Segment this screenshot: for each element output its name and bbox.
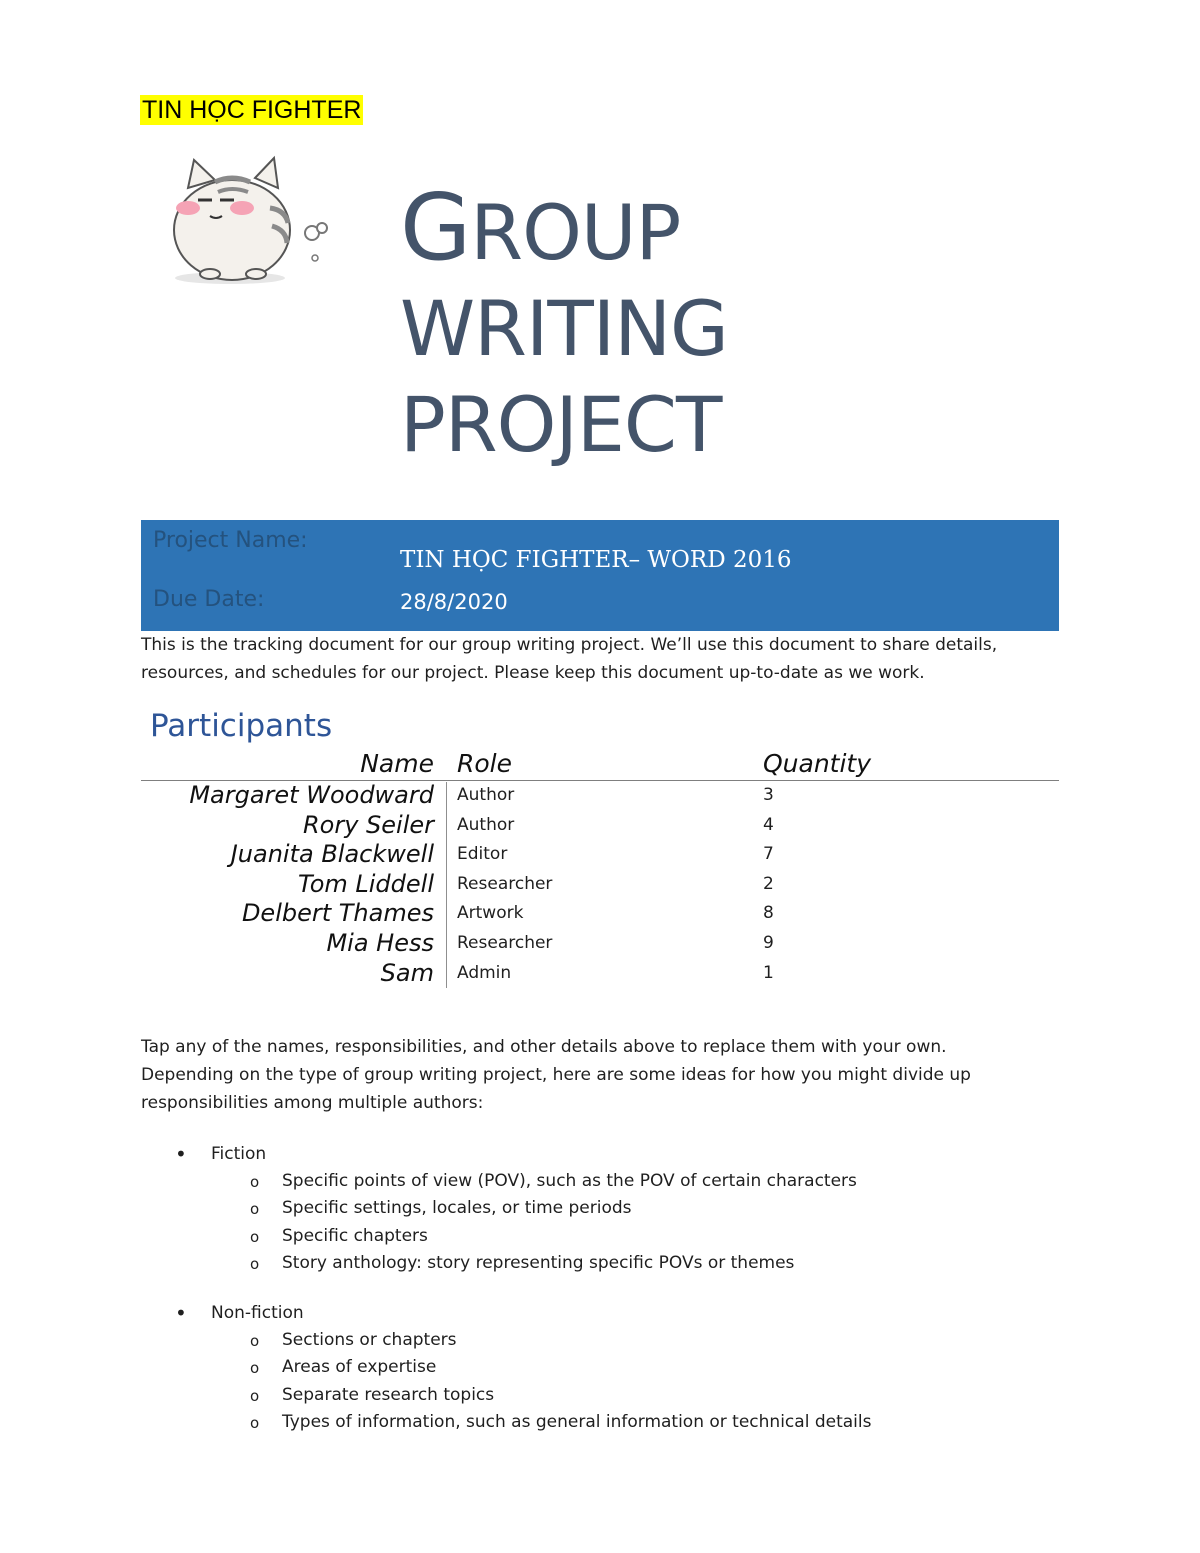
- participant-name: Mia Hess: [326, 929, 434, 957]
- ideas-paragraph: [141, 1033, 1059, 1117]
- sub-bullet-icon: o: [250, 1414, 260, 1432]
- participant-role: Author: [457, 785, 515, 805]
- participant-quantity: 9: [763, 933, 774, 953]
- sub-bullet-icon: o: [250, 1359, 260, 1377]
- sub-bullet-icon: o: [250, 1173, 260, 1191]
- title-line-3: PROJECT: [400, 380, 722, 469]
- column-header-role: Role: [457, 749, 512, 778]
- title-line1-rest: ROUP: [470, 188, 681, 277]
- list-item-non-fiction: Non-fiction: [211, 1303, 304, 1323]
- sub-bullet-icon: o: [250, 1228, 260, 1246]
- project-name-value[interactable]: TIN HỌC FIGHTER– WORD 2016: [400, 547, 792, 573]
- fiction-list: [141, 1141, 1059, 1281]
- column-header-name: Name: [360, 749, 434, 778]
- participant-name: Juanita Blackwell: [230, 840, 434, 868]
- participant-role: Artwork: [457, 903, 524, 923]
- table-row[interactable]: [141, 958, 1059, 988]
- ideas-line-2: Depending on the type of group writing project, here are some ideas for how you might divide up: [141, 1065, 971, 1085]
- list-item: Specific settings, locales, or time periods: [282, 1198, 632, 1218]
- sub-bullet-icon: o: [250, 1200, 260, 1218]
- participant-role: Researcher: [457, 874, 553, 894]
- sub-bullet-icon: o: [250, 1332, 260, 1350]
- list-item: Story anthology: story representing specific POVs or themes: [282, 1253, 795, 1273]
- table-row[interactable]: [141, 928, 1059, 958]
- participants-heading: Participants: [150, 708, 333, 744]
- table-row[interactable]: [141, 810, 1059, 840]
- list-item: Areas of expertise: [282, 1357, 437, 1377]
- participant-role: Author: [457, 815, 515, 835]
- intro-line-1: This is the tracking document for our group writing project. We’ll use this document to share details,: [141, 635, 998, 655]
- table-row[interactable]: [141, 869, 1059, 899]
- participant-role: Researcher: [457, 933, 553, 953]
- participant-name: Sam: [380, 959, 434, 987]
- cat-mascot-image: [160, 148, 335, 288]
- table-row[interactable]: [141, 898, 1059, 928]
- participant-name: Margaret Woodward: [189, 781, 434, 809]
- participant-name: Rory Seiler: [302, 811, 434, 839]
- title-line-2: WRITING: [400, 284, 728, 373]
- due-date-label: Due Date:: [153, 587, 265, 612]
- table-row[interactable]: [141, 780, 1059, 810]
- sub-bullet-icon: o: [250, 1255, 260, 1273]
- participants-table: [141, 748, 1059, 990]
- participant-quantity: 7: [763, 844, 774, 864]
- bullet-icon: •: [175, 1142, 187, 1166]
- intro-paragraph: [141, 631, 1059, 687]
- list-item-fiction: Fiction: [211, 1144, 267, 1164]
- list-item: Specific points of view (POV), such as the POV of certain characters: [282, 1171, 857, 1191]
- table-row[interactable]: [141, 839, 1059, 869]
- list-item: Separate research topics: [282, 1385, 495, 1405]
- participant-quantity: 4: [763, 815, 774, 835]
- cat-illustration: [160, 148, 335, 288]
- intro-line-2: resources, and schedules for our project. Please keep this document up-to-date as we work.: [141, 663, 925, 683]
- title-line-1: [400, 174, 728, 281]
- participant-quantity: 2: [763, 874, 774, 894]
- brand-highlight: TIN HỌC FIGHTER: [142, 96, 362, 124]
- participant-role: Editor: [457, 844, 508, 864]
- title-first-letter: G: [400, 174, 471, 281]
- project-info-banner: [141, 520, 1059, 631]
- column-header-quantity: Quantity: [763, 749, 872, 778]
- participant-role: Admin: [457, 963, 512, 983]
- ideas-line-3: responsibilities among multiple authors:: [141, 1093, 484, 1113]
- bullet-icon: •: [175, 1301, 187, 1325]
- participant-name: Tom Liddell: [298, 870, 434, 898]
- list-item: Specific chapters: [282, 1226, 428, 1246]
- project-name-label: Project Name:: [153, 528, 308, 553]
- non-fiction-list: [141, 1300, 1059, 1440]
- list-item: Types of information, such as general information or technical details: [282, 1412, 872, 1432]
- participant-quantity: 1: [763, 963, 774, 983]
- document-title: [400, 174, 728, 473]
- sub-bullet-icon: o: [250, 1387, 260, 1405]
- ideas-line-1: Tap any of the names, responsibilities, and other details above to replace them with your own.: [141, 1037, 947, 1057]
- list-item: Sections or chapters: [282, 1330, 457, 1350]
- participant-quantity: 3: [763, 785, 774, 805]
- participant-name: Delbert Thames: [241, 899, 434, 927]
- due-date-value[interactable]: 28/8/2020: [400, 590, 508, 614]
- participant-quantity: 8: [763, 903, 774, 923]
